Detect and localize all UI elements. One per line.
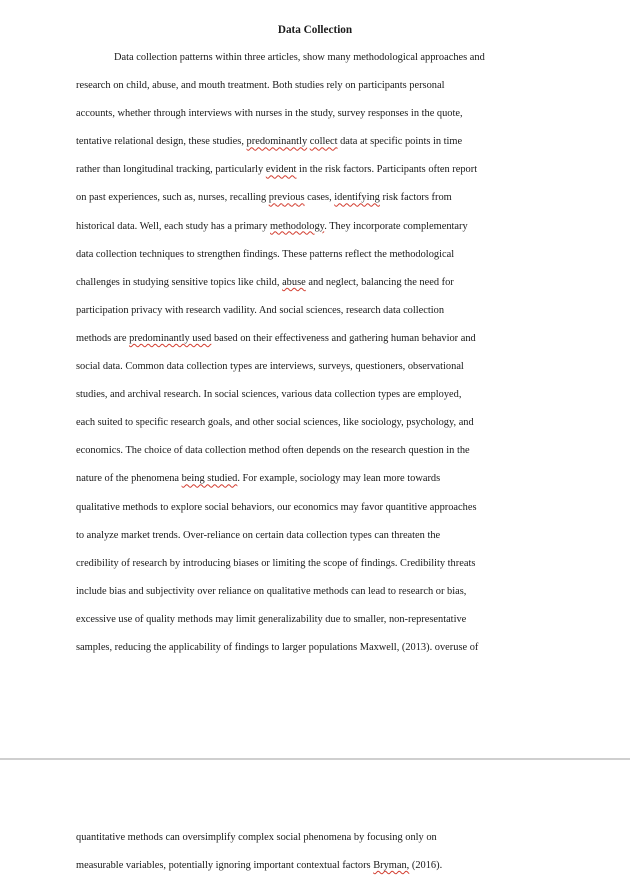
misspelled-word[interactable]: evident (265, 164, 297, 176)
text-line (76, 556, 556, 584)
text-line (76, 640, 556, 668)
misspelled-word[interactable]: methodology (270, 220, 325, 232)
text-run: accounts, whether through interviews with nurses in the study, survey responses in the quote, (76, 108, 463, 120)
text-run: based on their effectiveness and gathering human behavior and (211, 332, 476, 344)
text-run: Data collection patterns within three articles, show many methodological approaches and (114, 52, 485, 63)
text-line (76, 500, 556, 528)
text-run: credibility of research by introducing biases or limiting the scope of findings. Credibility threats (76, 557, 476, 569)
document-page-2[interactable] (0, 760, 630, 888)
text-run: cases, (304, 192, 335, 204)
misspelled-word[interactable]: predominantly used (129, 332, 212, 344)
text-run: data collection techniques to strengthen findings. These patterns reflect the methodological (76, 248, 455, 260)
text-run: measurable variables, potentially ignoring important contextual factors (76, 860, 374, 872)
text-line (76, 78, 556, 106)
text-line (76, 387, 556, 415)
text-line (76, 359, 556, 387)
text-line (76, 471, 556, 499)
text-run: each suited to specific research goals, and other social sciences, like sociology, psychology, and (76, 417, 474, 429)
text-line (76, 584, 556, 612)
text-line (76, 106, 556, 134)
text-line (76, 830, 556, 858)
misspelled-word[interactable]: Bryman, (373, 860, 410, 872)
text-run: risk factors from (379, 192, 452, 204)
text-line (76, 858, 556, 886)
text-run: rather than longitudinal tracking, particularly (76, 164, 266, 176)
text-line (76, 443, 556, 471)
text-line (76, 415, 556, 443)
text-run: on past experiences, such as, nurses, recalling (76, 192, 269, 204)
body-paragraph-continued[interactable] (76, 830, 556, 886)
text-line (76, 219, 556, 247)
text-line (76, 331, 556, 359)
text-run: nature of the phenomena (76, 473, 182, 485)
text-run: tentative relational design, these studies, (76, 136, 247, 148)
text-run: research on child, abuse, and mouth treatment. Both studies rely on participants personal (76, 80, 445, 92)
text-run: include bias and subjectivity over reliance on qualitative methods can lead to research or bias, (76, 585, 467, 597)
text-line (76, 190, 556, 218)
text-run: participation privacy with research vadility. And social sciences, research data collection (76, 304, 445, 316)
text-run: and neglect, balancing the need for (305, 276, 454, 288)
text-run: (2016). (409, 860, 443, 872)
text-run: challenges in studying sensitive topics like child, (76, 276, 283, 288)
text-line (76, 134, 556, 162)
text-run: methods are (76, 332, 130, 344)
body-paragraph[interactable] (76, 50, 556, 668)
text-run: quantitative methods can oversimplify complex social phenomena by focusing only on (76, 832, 437, 843)
text-line (76, 50, 556, 78)
text-run: qualitative methods to explore social behaviors, our economics may favor quantitive approaches (76, 501, 477, 513)
text-run: samples, reducing the applicability of findings to larger populations Maxwell, (2013). overuse of (76, 641, 479, 653)
misspelled-word[interactable]: predominantly (246, 136, 308, 148)
misspelled-word[interactable]: being studied (181, 473, 238, 485)
misspelled-word[interactable]: identifying (334, 192, 380, 204)
text-run: economics. The choice of data collection method often depends on the research question in the (76, 445, 470, 457)
text-run: . For example, sociology may lean more towards (237, 473, 441, 485)
misspelled-word[interactable]: collect (309, 136, 338, 148)
text-line (76, 162, 556, 190)
text-line (76, 275, 556, 303)
text-line (76, 528, 556, 556)
text-run: historical data. Well, each study has a primary (76, 220, 271, 232)
misspelled-word[interactable]: abuse (282, 276, 306, 288)
text-line (76, 247, 556, 275)
text-run: to analyze market trends. Over-reliance on certain data collection types can threaten the (76, 529, 441, 541)
misspelled-word[interactable]: previous (268, 192, 305, 204)
text-run: social data. Common data collection types are interviews, surveys, questioners, observational (76, 361, 464, 373)
text-line (76, 612, 556, 640)
text-run: excessive use of quality methods may limit generalizability due to smaller, non-representative (76, 613, 467, 625)
text-line (76, 303, 556, 331)
page-title: Data Collection (277, 24, 353, 36)
text-run: studies, and archival research. In social sciences, various data collection types are employed, (76, 389, 462, 401)
text-run: in the risk factors. Participants often report (296, 164, 478, 176)
text-run: data at specific points in time (337, 136, 463, 148)
text-run: . They incorporate complementary (324, 220, 468, 232)
